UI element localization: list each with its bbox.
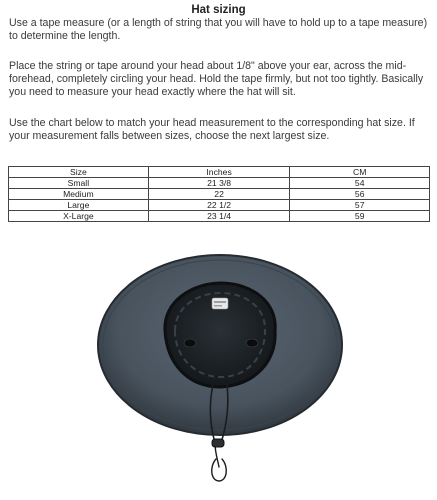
cm-cell: 57 [290,200,430,211]
table-row [9,189,430,200]
inches-cell: 22 1/2 [148,200,290,211]
page-title: Hat sizing [191,4,246,16]
instruction-paragraph-1: Use a tape measure (or a length of string that you will have to hold up to a tape measure) to determine the length. [9,17,428,42]
size-cell: X-Large [9,211,149,222]
cm-cell: 56 [290,189,430,200]
instruction-paragraph-3: Use the chart below to match your head measurement to the corresponding hat size. If your measurement falls between sizes, choose the next largest size. [9,117,415,142]
size-cell: Medium [9,189,149,200]
table-header-row [9,167,430,178]
cm-cell: 54 [290,178,430,189]
header-inches: Inches [148,167,290,178]
table-row [9,178,430,189]
header-cm: CM [290,167,430,178]
size-cell: Small [9,178,149,189]
inches-cell: 21 3/8 [148,178,290,189]
table-row [9,211,430,222]
hat-image [95,253,345,493]
inches-cell: 22 [148,189,290,200]
size-cell: Large [9,200,149,211]
size-chart-table [8,166,430,222]
cm-cell: 59 [290,211,430,222]
hat-label-tag [212,298,228,309]
header-size: Size [9,167,149,178]
table-row [9,200,430,211]
inches-cell: 23 1/4 [148,211,290,222]
instruction-paragraph-2: Place the string or tape around your head about 1/8" above your ear, across the mid-forehead, completely circling your head. Hold the tape firmly, but not too tightly. Basically you need to measure your head exactly where the hat will sit. [9,60,424,98]
hat-interior [165,283,275,387]
